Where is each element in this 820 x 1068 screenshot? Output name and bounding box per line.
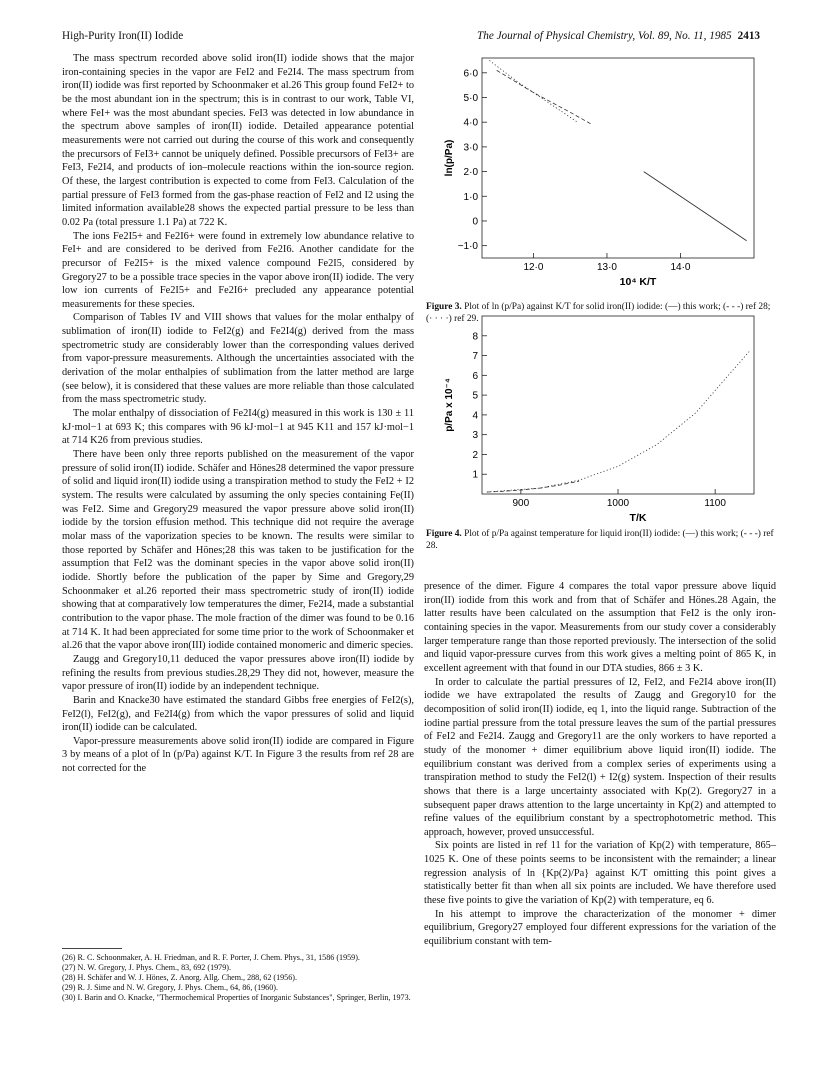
paragraph: The mass spectrum recorded above solid iron(II) iodide shows that the major iron-containing species in the vapor are FeI2 and Fe2I4. The mass spectrum from iron(II) iodide was first reported by Schoonmaker et al.26 This group found FeI2+ to be the most abundant ion in the spectrum; this is in contrast to our work, Table VI, where FeI+ was the most abundant species. FeI3 was detected in low abundance in the spectrum above samples of iron(II) iodide. Detailed appearance potential measurements were not carried out during the course of this work and consequently the precursors of FeI3+ cannot be uniquely defined. Possible precursors of FeI3+ are FeI3, Fe2I4, and products of ion–molecule reactions within the ion-source region. Of these, the largest contribution is expected to come from FeI3. Calculation of the partial pressure of FeI3 formed from the gas-phase reaction of FeI2 and I2 using the limited information available28 shows the expected partial pressure to be less than 0.02 Pa (total pressure 1.1 Pa) at 722 K. <box>62 53 414 228</box>
reference-item: (30) I. Barin and O. Knacke, "Thermochemical Properties of Inorganic Substances", Springer, Berlin, 1973. <box>62 993 411 1003</box>
paragraph: The ions Fe2I5+ and Fe2I6+ were found in extremely low abundance relative to FeI+ and are considered to be derived from Fe2I6. Another candidate for the precursor of Fe2I5+ is the mixed valence compound Fe2I5, considered by Gregory27 to be a possible trace species in the vapor above iron(II) iodide. The very low ion currents of Fe2I5+ and Fe2I6+ precluded any appearance potential measurements for these species. <box>62 230 414 310</box>
y-tick-label: −1·0 <box>457 241 478 253</box>
series-line <box>497 70 593 124</box>
series-line <box>489 60 577 122</box>
journal-citation: The Journal of Physical Chemistry, Vol. 89, No. 11, 1985 <box>477 30 732 42</box>
y-tick-label: 8 <box>472 331 478 343</box>
x-axis-label: T/K <box>629 512 647 524</box>
series-line <box>644 172 747 241</box>
y-tick-label: 5 <box>472 390 478 402</box>
plot-frame <box>482 316 754 494</box>
y-tick-label: 3 <box>472 430 478 442</box>
y-tick-label: 0 <box>472 216 478 228</box>
reference-item: (29) R. J. Sime and N. W. Gregory, J. Phys. Chem., 64, 86, (1960). <box>62 983 278 993</box>
paragraph: Six points are listed in ref 11 for the variation of Kp(2) with temperature, 865–1025 K. One of these points seems to be inconsistent with the remainder; a linear regression analysis of ln {Kp(2)/Pa} against K/T omitting this point gives a statistically better fit than when all six points are included. We have therefore used these five points to give the variation of Kp(2) with temperature, eq 6. <box>424 840 776 907</box>
y-tick-label: 6·0 <box>463 68 478 80</box>
figure-3-plot <box>424 48 776 296</box>
paragraph: Zaugg and Gregory10,11 deduced the vapor pressures above iron(II) iodide by refining the results from previous studies.28,29 They did not, however, measure the vapor pressure of iron(II) iodide by an independent technique. <box>62 653 414 693</box>
figure-3-label: Figure 3. <box>426 302 462 312</box>
left-column <box>62 52 414 776</box>
paragraph: Comparison of Tables IV and VIII shows that values for the molar enthalpy of sublimation of iron(II) iodide to FeI2(g) and Fe2I4(g) derived from the mass spectrometric study are considerably lower than the corresponding values derived from vapor-pressure measurements. Although the uncertainties associated with the derivation of the molar enthalpies of sublimation from the latter method are large (see below), it is considered that these values are more reliable than those calculated from the mass spectrometric study. <box>62 312 414 406</box>
references <box>62 948 414 1003</box>
running-header-journal <box>477 30 760 42</box>
figure-4 <box>424 310 776 560</box>
page-number: 2413 <box>737 30 760 42</box>
paragraph: The molar enthalpy of dissociation of Fe2I4(g) measured in this work is 130 ± 11 kJ·mol−1 at 693 K; this compares with 96 kJ·mol−1 at 945 K11 and 157 kJ·mol−1 at 714 K26 from previous studies. <box>62 408 414 447</box>
paragraph: Vapor-pressure measurements above solid iron(II) iodide are compared in Figure 3 by means of a plot of ln (p/Pa) against K/T. In Figure 3 the results from ref 28 are not corrected for the <box>62 735 414 775</box>
y-tick-label: 4 <box>472 410 478 422</box>
x-tick-label: 12·0 <box>523 262 544 273</box>
y-tick-label: 4·0 <box>463 117 478 129</box>
reference-item: (28) H. Schäfer and W. J. Hönes, Z. Anorg. Allg. Chem., 288, 62 (1956). <box>62 973 297 983</box>
series-line <box>487 352 749 492</box>
figure-4-plot <box>424 310 776 530</box>
x-axis-label: 10⁴ K/T <box>619 276 657 288</box>
figure-4-label: Figure 4. <box>426 529 462 539</box>
x-tick-label: 13·0 <box>596 262 617 273</box>
figure-4-caption-text: Plot of p/Pa against temperature for liquid iron(II) iodide: (—) this work; (- - -) ref 28. <box>426 529 774 551</box>
x-tick-label: 1000 <box>606 498 630 509</box>
y-axis-label: p/Pa x 10⁻⁴ <box>444 378 455 432</box>
y-tick-label: 1·0 <box>463 191 478 203</box>
paragraph: In his attempt to improve the characterization of the monomer + dimer equilibrium, Gregory27 employed four different expressions for the variation of the equilibrium constant with tem- <box>424 908 776 948</box>
y-tick-label: 6 <box>472 370 478 382</box>
figure-3-caption-text: Plot of ln (p/Pa) against K/T for solid iron(II) iodide: (—) this work; (- - -) ref 28; (· · · ·) ref 29. <box>426 302 771 324</box>
y-tick-label: 2·0 <box>463 167 478 179</box>
plot-frame <box>482 58 754 258</box>
reference-item: (27) N. W. Gregory, J. Phys. Chem., 83, 692 (1979). <box>62 963 231 973</box>
paragraph: presence of the dimer. Figure 4 compares the total vapor pressure above liquid iron(II) iodide from this work and from that of Schäfer and Hönes.28 Again, the latter results have been calculated on the assumption that FeI2 is the only iron-containing species in the vapor. Measurements from our study cover a considerably larger temperature range than those reported previously. The intersection of the solid and liquid vapor-pressure curves from this work gives a melting point of 865 K, in excellent agreement with that found in our DTA studies, 866 ± 3 K. <box>424 581 776 674</box>
paragraph: In order to calculate the partial pressures of I2, FeI2, and Fe2I4 above iron(II) iodide we have extrapolated the results of Zaugg and Gregory10 for the decomposition of solid iron(II) iodide, eq 1, into the liquid range. Subtraction of the iodine partial pressure from the total pressure leaves the sum of the partial pressures of FeI2 and Fe2I4. Zaugg and Gregory11 are the only workers to have reported a study of the monomer + dimer equilibrium above liquid iron(II) iodide. The equilibrium constant was derived from a complex series of experiments using a transpiration method to study the FeI2(l) + I2(g) system. Inspection of their results shows that there is a large uncertainty associated with Kp(2). Gregory27 in a subsequent paper draws attention to the large uncertainty in Kp(2) and attempted to refine values of the equilibrium constant by a spectrophotometric method. This approach, however, proved unsuccessful. <box>424 676 776 838</box>
x-tick-label: 14·0 <box>670 262 691 273</box>
figure-3 <box>424 48 776 296</box>
reference-item: (26) R. C. Schoonmaker, A. H. Friedman, and R. F. Porter, J. Chem. Phys., 31, 1586 (1959). <box>62 953 360 962</box>
figure-4-caption <box>426 529 776 552</box>
y-tick-label: 3·0 <box>463 142 478 154</box>
paragraph: Barin and Knacke30 have estimated the standard Gibbs free energies of FeI2(s), FeI2(l), FeI2(g), and Fe2I4(g) from which the vapor pressures of solid and liquid iron(II) iodide can be calculated. <box>62 694 414 734</box>
footnote-rule <box>62 948 122 949</box>
running-header-title: High-Purity Iron(II) Iodide <box>62 30 184 42</box>
x-tick-label: 1100 <box>704 498 726 509</box>
x-tick-label: 900 <box>512 498 530 509</box>
y-axis-label: ln(p/Pa) <box>444 139 455 177</box>
y-tick-label: 1 <box>472 469 478 481</box>
y-tick-label: 5·0 <box>463 93 478 105</box>
right-column <box>424 580 776 949</box>
paragraph: There have been only three reports published on the measurement of the vapor pressure of solid iron(II) iodide. Schäfer and Hönes28 determined the vapor pressure of solid and liquid iron(II) iodide using a transpiration method to study the FeI2 + I2 system. The results were calculated by assuming the only species containing Fe(II) was FeI2. Sime and Gregory29 measured the vapor pressure above solid iron(II) iodide by the torsion effusion method. This technique did not require the average molar mass of the vaporization species to be known. The results were similar to those reported by Schäfer and Hönes;28 this was taken to be justification for the assumption that FeI2 was the dominant species in the vapor above solid iron(II) iodide. Shortly before the publication of the paper by Sime and Gregory,29 Schoonmaker et al.26 reported their mass spectrometric study of iron(II) iodide showing that at comparatively low temperatures the dimer, Fe2I4, made a substantial contribution to the vapor phase. The mole fraction of the dimer was found to be 0.16 at 714 K. It had been appreciated for some time prior to the work of Schoonmaker et al.26 that the vapor above iron(III) iodide contained monomeric and dimeric species. <box>62 449 414 652</box>
y-tick-label: 2 <box>472 449 478 461</box>
y-tick-label: 7 <box>472 351 478 363</box>
